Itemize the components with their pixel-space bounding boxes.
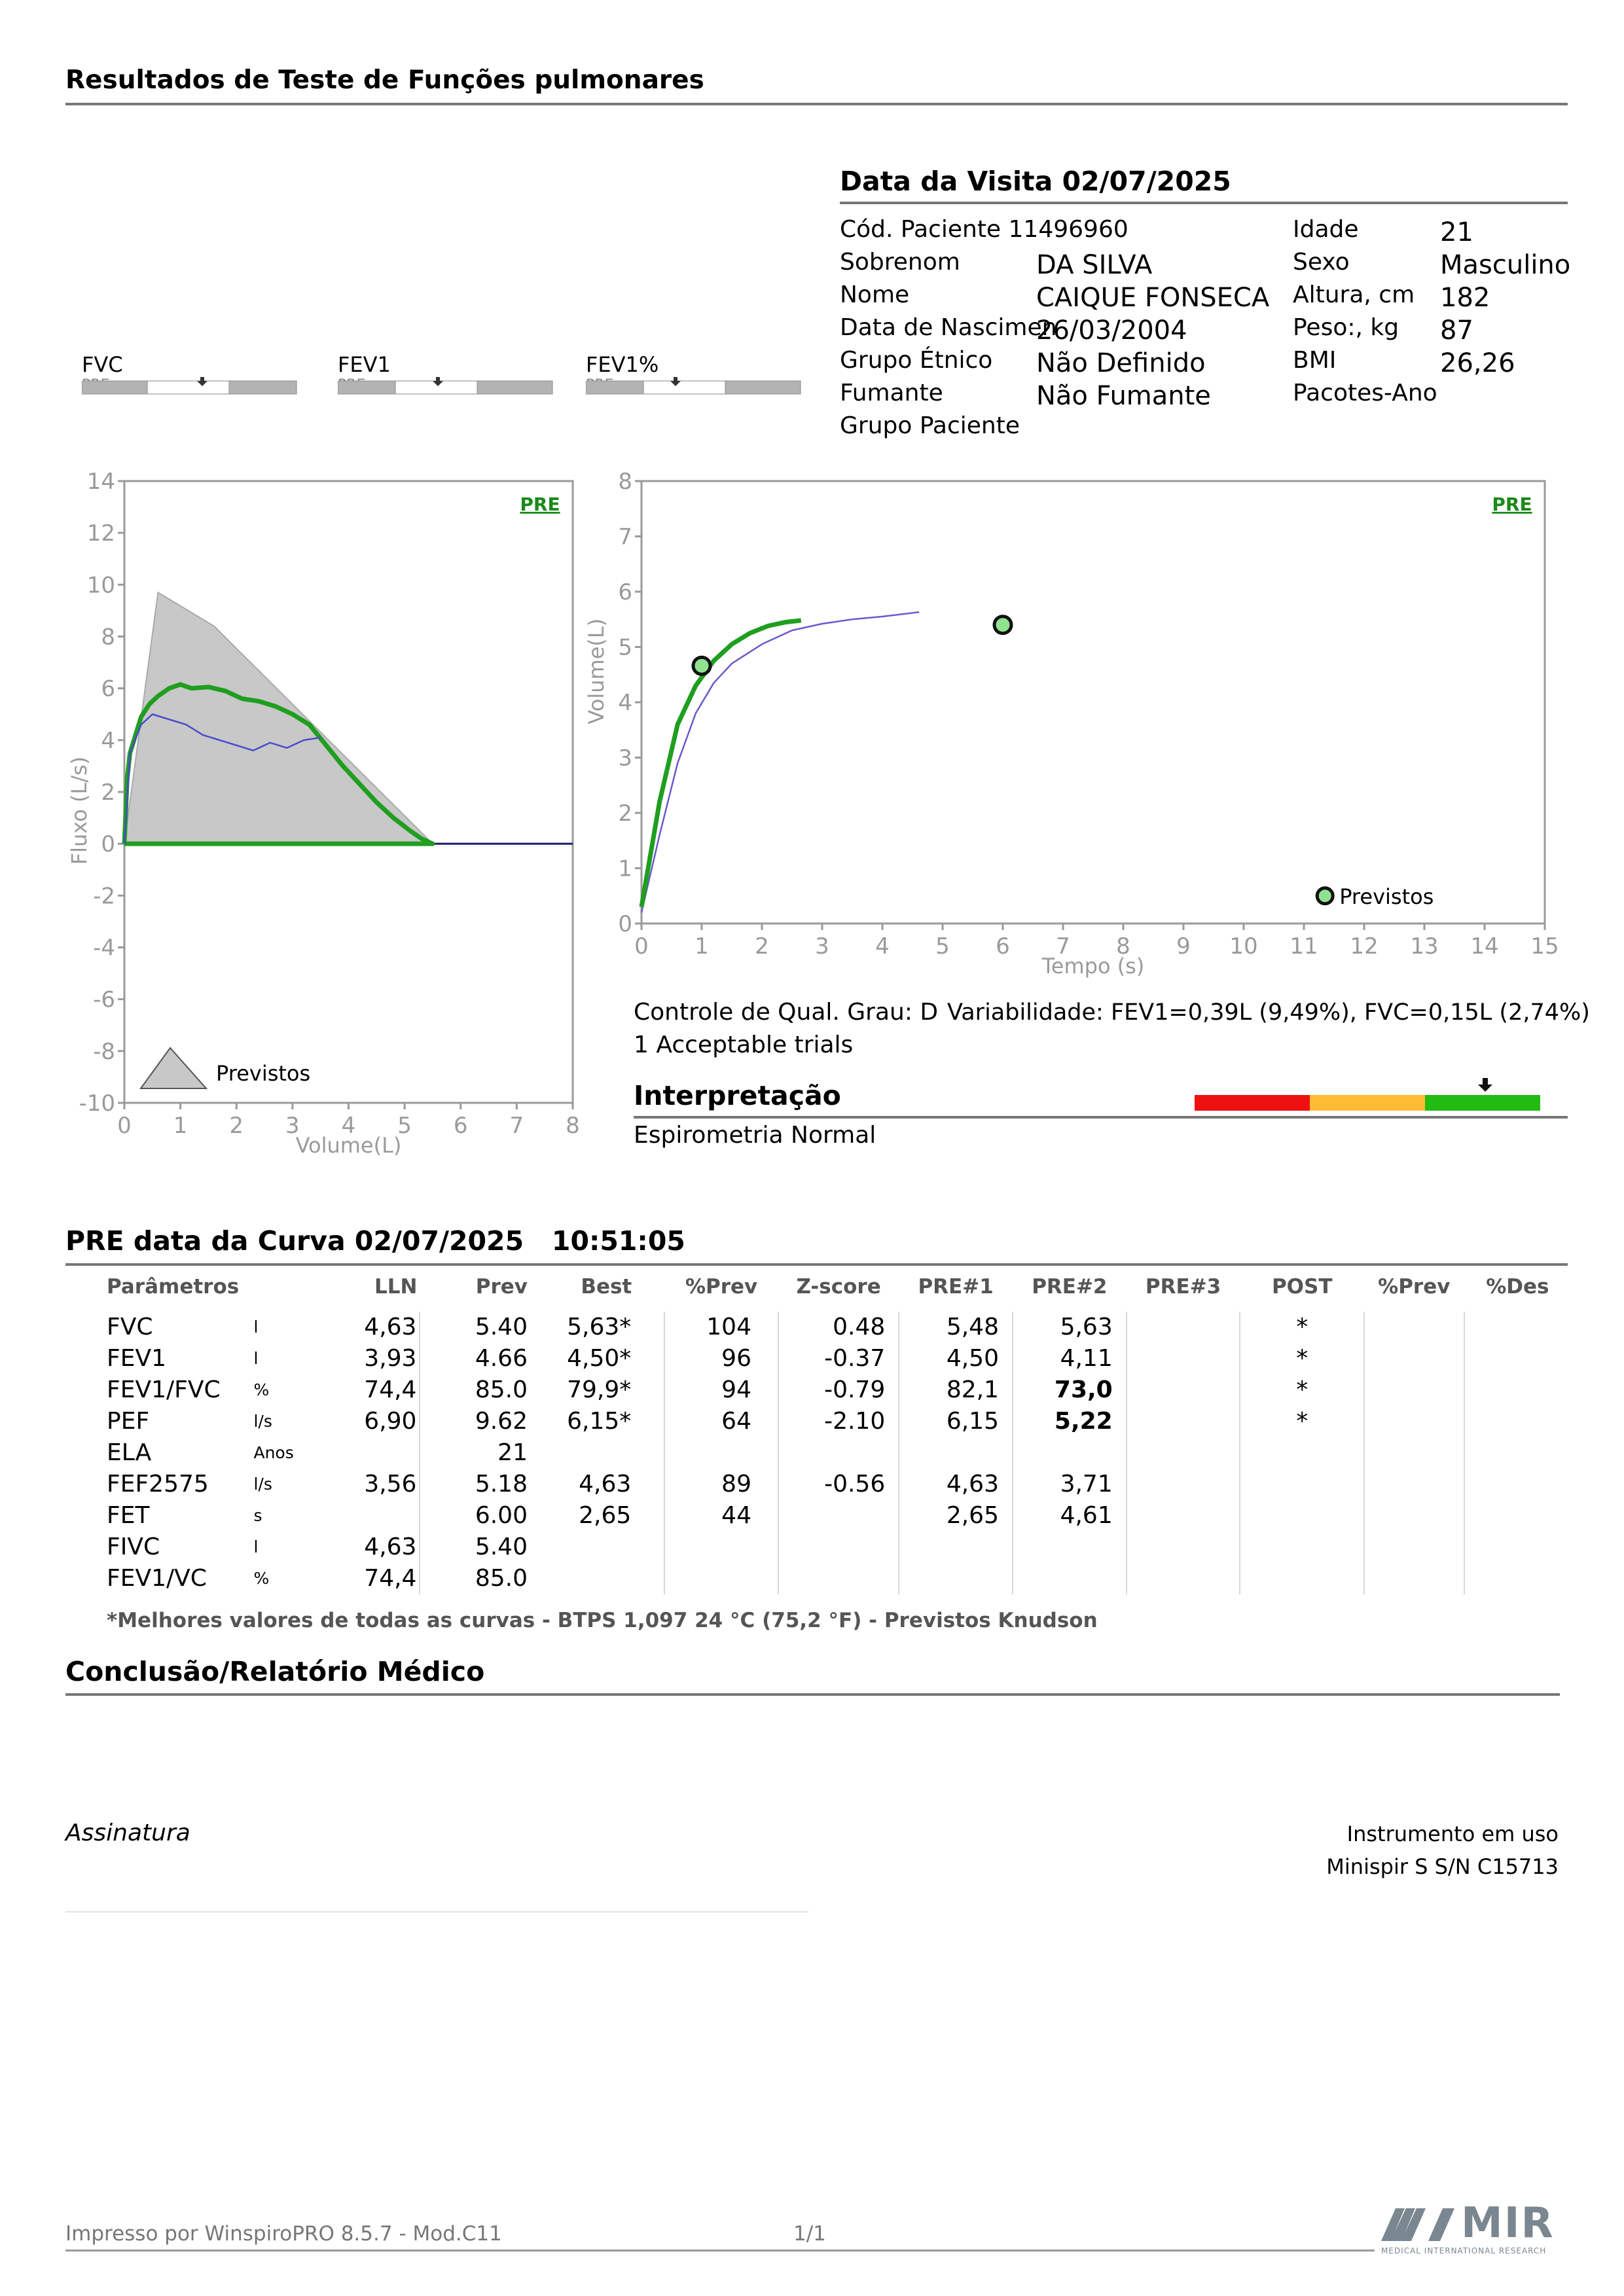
name-label: Nome: [840, 281, 910, 308]
header-unit: [251, 1263, 323, 1312]
table-cell: 64: [664, 1406, 778, 1437]
x-tick-label: 4: [875, 933, 890, 960]
interpretation-bar-red: [1195, 1095, 1310, 1111]
table-cell: 89: [664, 1469, 778, 1500]
mir-logo-text: MIR: [1461, 2199, 1555, 2248]
y-tick-label: 6: [101, 675, 115, 702]
table-cell: [1364, 1437, 1464, 1469]
table-cell: -0.56: [778, 1469, 899, 1500]
table-row: [65, 1406, 1571, 1437]
header-post: POST: [1271, 1275, 1333, 1299]
table-cell: [1364, 1532, 1464, 1563]
x-tick-label: 13: [1410, 933, 1439, 960]
table-cell: [1464, 1437, 1571, 1469]
header-pre3: PRE#3: [1145, 1275, 1221, 1299]
table-row: [65, 1374, 1571, 1406]
table-cell: *: [1240, 1343, 1364, 1374]
table-cell: [778, 1532, 899, 1563]
table-cell: [323, 1437, 420, 1469]
table-cell: 4,63: [544, 1469, 664, 1500]
table-cell: [899, 1437, 1013, 1469]
table-cell: [1364, 1343, 1464, 1374]
table-cell: 82,1: [899, 1374, 1013, 1406]
printed-by: Impresso por WinspiroPRO 8.5.7 - Mod.C11: [65, 2222, 502, 2246]
gauge-bar: [586, 377, 802, 397]
interpretation-divider: [634, 1116, 1568, 1119]
table-cell: 6,15: [899, 1406, 1013, 1437]
table-cell: 0.48: [778, 1312, 899, 1343]
table-cell: FET: [107, 1502, 150, 1529]
plot-frame: [641, 481, 1545, 924]
table-cell: [323, 1500, 420, 1532]
name-value: CAIQUE FONSECA: [1036, 283, 1270, 313]
table-cell: [544, 1437, 664, 1469]
table-cell: [1464, 1374, 1571, 1406]
table-cell: 4,63: [323, 1312, 420, 1343]
x-tick-label: 0: [117, 1113, 132, 1139]
table-cell: [778, 1437, 899, 1469]
table-cell: [1013, 1532, 1127, 1563]
dob-label: Data de Nascimen: [840, 314, 1057, 341]
table-cell: [1240, 1437, 1364, 1469]
curve-heading: PRE data da Curva 02/07/2025 10:51:05: [65, 1225, 685, 1257]
table-cell: [544, 1563, 664, 1594]
table-cell: %: [253, 1569, 270, 1588]
parameters-table: [65, 1263, 1571, 1594]
table-cell: *: [1240, 1374, 1364, 1406]
patient-group-label: Grupo Paciente: [840, 412, 1020, 439]
table-cell: l: [253, 1318, 259, 1336]
table-cell: [1464, 1312, 1571, 1343]
table-cell: 2,65: [544, 1500, 664, 1532]
x-tick-label: 7: [1056, 933, 1070, 960]
y-tick-label: 12: [86, 520, 115, 547]
table-cell: [899, 1532, 1013, 1563]
y-tick-label: -2: [93, 883, 115, 910]
signature-label: Assinatura: [65, 1820, 190, 1846]
legend-predicted-label: Previstos: [1339, 884, 1434, 909]
y-tick-label: 10: [86, 572, 115, 599]
ethnic-label: Grupo Étnico: [840, 347, 993, 374]
table-cell: 5,48: [899, 1312, 1013, 1343]
table-cell: 4,50*: [544, 1343, 664, 1374]
table-cell: 104: [664, 1312, 778, 1343]
table-cell: s: [253, 1506, 262, 1525]
x-tick-label: 2: [229, 1113, 244, 1139]
visit-heading: Data da Visita 02/07/2025: [840, 166, 1231, 197]
x-tick-label: 7: [509, 1113, 524, 1139]
table-cell: 5,63: [1013, 1312, 1127, 1343]
table-cell: 5,22: [1013, 1406, 1127, 1437]
y-tick-label: 0: [101, 831, 115, 858]
table-cell: [1240, 1563, 1364, 1594]
footer-divider: [65, 2250, 1375, 2251]
table-cell: [1364, 1500, 1464, 1532]
table-cell: 6.00: [475, 1502, 528, 1529]
table-cell: 2,65: [899, 1500, 1013, 1532]
x-tick-label: 8: [1116, 933, 1130, 960]
table-cell: [1127, 1406, 1240, 1437]
table-cell: FEF2575: [107, 1471, 209, 1498]
y-tick-label: 14: [86, 469, 115, 495]
y-tick-label: 1: [618, 855, 632, 882]
x-tick-label: 5: [935, 933, 950, 960]
flow-volume-chart: [65, 458, 589, 1178]
table-cell: *: [1240, 1312, 1364, 1343]
table-cell: [1364, 1563, 1464, 1594]
x-tick-label: 11: [1290, 933, 1318, 960]
header-parametros: Parâmetros: [107, 1275, 240, 1299]
header-divider: [65, 103, 1568, 105]
interpretation-text: Espirometria Normal: [634, 1122, 876, 1149]
mir-logo: [1381, 2199, 1564, 2258]
table-cell: [664, 1532, 778, 1563]
volume-time-chart: [583, 458, 1578, 995]
table-cell: 4,50: [899, 1343, 1013, 1374]
y-tick-label: 7: [618, 524, 632, 550]
table-cell: 3,93: [323, 1343, 420, 1374]
pre-badge: PRE: [1492, 493, 1532, 515]
table-cell: 5,63*: [544, 1312, 664, 1343]
x-tick-label: 5: [397, 1113, 412, 1139]
mir-logo-mark-icon: [1381, 2204, 1460, 2244]
table-cell: 4,11: [1013, 1343, 1127, 1374]
y-axis-label: Fluxo (L/s): [67, 756, 92, 865]
gauge-fev1-percent: [586, 352, 802, 393]
table-cell: [1240, 1532, 1364, 1563]
acceptable-trials: 1 Acceptable trials: [634, 1031, 854, 1058]
x-tick-label: 6: [996, 933, 1010, 960]
table-cell: 5.18: [475, 1471, 528, 1498]
interpretation-bar-yellow: [1310, 1095, 1425, 1111]
x-axis-label: Volume(L): [295, 1133, 402, 1158]
table-cell: [1464, 1532, 1571, 1563]
x-tick-label: 1: [695, 933, 709, 960]
interpretation-title: Interpretação: [634, 1080, 841, 1111]
y-axis-label: Volume(L): [584, 618, 609, 725]
header-best: Best: [581, 1275, 632, 1299]
interpretation-bar-green: [1425, 1095, 1540, 1111]
y-tick-label: 8: [618, 469, 632, 495]
y-tick-label: -8: [93, 1038, 115, 1065]
x-tick-label: 15: [1530, 933, 1559, 960]
table-cell: ELA: [107, 1439, 152, 1466]
table-cell: [778, 1563, 899, 1594]
y-tick-label: 4: [618, 690, 632, 716]
x-tick-label: 1: [173, 1113, 188, 1139]
table-cell: 96: [664, 1343, 778, 1374]
table-cell: 6,15*: [544, 1406, 664, 1437]
table-cell: FEV1: [107, 1345, 166, 1372]
y-tick-label: 5: [618, 634, 632, 661]
table-cell: 85.0: [475, 1376, 528, 1403]
ethnic-value: Não Definido: [1036, 348, 1206, 378]
x-tick-label: 4: [341, 1113, 356, 1139]
x-tick-label: 3: [815, 933, 829, 960]
table-cell: [1013, 1437, 1127, 1469]
table-cell: 4,63: [323, 1532, 420, 1563]
table-cell: -0.37: [778, 1343, 899, 1374]
table-cell: [1364, 1469, 1464, 1500]
predicted-point: [994, 617, 1011, 634]
y-tick-label: 6: [618, 579, 632, 605]
table-cell: FEV1/VC: [107, 1565, 207, 1592]
table-cell: [664, 1563, 778, 1594]
height-label: Altura, cm: [1293, 281, 1415, 308]
table-cell: [664, 1437, 778, 1469]
y-tick-label: -6: [93, 986, 115, 1013]
table-row: [65, 1500, 1571, 1532]
x-tick-label: 3: [285, 1113, 300, 1139]
table-cell: [1240, 1500, 1364, 1532]
y-tick-label: -10: [79, 1090, 115, 1117]
gauge-label: FEV1: [338, 352, 391, 377]
sex-label: Sexo: [1293, 249, 1350, 276]
header-z-score: Z-score: [796, 1275, 881, 1299]
table-cell: 3,71: [1013, 1469, 1127, 1500]
table-row: [65, 1563, 1571, 1594]
x-axis-label: Tempo (s): [1041, 954, 1145, 978]
table-cell: 5.40: [475, 1314, 528, 1340]
table-cell: 44: [664, 1500, 778, 1532]
x-tick-label: 6: [453, 1113, 468, 1139]
mir-logo-subtitle: MEDICAL INTERNATIONAL RESEARCH: [1381, 2246, 1547, 2255]
predicted-point: [693, 657, 710, 674]
gauge-fev1: [338, 352, 554, 393]
table-cell: [1364, 1374, 1464, 1406]
table-cell: [1464, 1406, 1571, 1437]
gauge-bar: [338, 377, 554, 397]
table-cell: 9.62: [475, 1408, 528, 1435]
table-cell: [1013, 1563, 1127, 1594]
instrument-label: Instrumento em uso: [1346, 1821, 1559, 1846]
gauge-fvc: [82, 352, 298, 393]
instrument-serial: Minispir S S/N C15713: [1326, 1854, 1559, 1879]
conclusion-divider: [65, 1693, 1560, 1696]
table-header-row: [65, 1263, 1571, 1312]
gauge-label: FVC: [82, 352, 123, 377]
packyears-label: Pacotes-Ano: [1293, 380, 1437, 406]
age-label: Idade: [1293, 216, 1359, 243]
y-tick-label: 4: [101, 727, 115, 754]
table-cell: [778, 1500, 899, 1532]
table-cell: l/s: [253, 1475, 272, 1494]
table-cell: l/s: [253, 1412, 272, 1431]
table-cell: [1127, 1437, 1240, 1469]
x-tick-label: 12: [1350, 933, 1379, 960]
table-cell: 79,9*: [544, 1374, 664, 1406]
header-prev: Prev: [475, 1275, 528, 1299]
gauge-bar: [82, 377, 298, 397]
age-value: 21: [1440, 217, 1473, 247]
quality-grade: Controle de Qual. Grau: D: [634, 999, 939, 1026]
table-cell: [1464, 1500, 1571, 1532]
header-des-percent: %Des: [1486, 1275, 1549, 1299]
table-cell: [1127, 1312, 1240, 1343]
table-row: [65, 1469, 1571, 1500]
table-cell: 3,56: [323, 1469, 420, 1500]
table-cell: [1240, 1469, 1364, 1500]
y-tick-label: 0: [618, 911, 632, 937]
table-row: [65, 1437, 1571, 1469]
table-cell: -0.79: [778, 1374, 899, 1406]
header-post-prev-percent: %Prev: [1378, 1275, 1451, 1299]
x-tick-label: 10: [1229, 933, 1258, 960]
table-row: [65, 1532, 1571, 1563]
table-cell: [1127, 1532, 1240, 1563]
y-tick-label: 2: [101, 780, 115, 806]
x-tick-label: 14: [1470, 933, 1499, 960]
table-cell: -2.10: [778, 1406, 899, 1437]
table-footnote: *Melhores valores de todas as curvas - BTPS 1,097 24 °C (75,2 °F) - Previstos Knudson: [107, 1609, 1098, 1632]
table-cell: [544, 1532, 664, 1563]
table-cell: [1127, 1374, 1240, 1406]
surname-label: Sobrenom: [840, 249, 960, 276]
bmi-label: BMI: [1293, 347, 1337, 374]
bmi-value: 26,26: [1440, 348, 1515, 378]
legend-predicted-icon: [1317, 888, 1333, 904]
table-cell: [1127, 1500, 1240, 1532]
interpretation-bar: [1191, 1077, 1545, 1116]
table-cell: 94: [664, 1374, 778, 1406]
table-cell: *: [1240, 1406, 1364, 1437]
table-cell: 74,4: [323, 1563, 420, 1594]
table-cell: 21: [497, 1439, 528, 1466]
table-row: [65, 1343, 1571, 1374]
header-pre1: PRE#1: [918, 1275, 994, 1299]
table-cell: [1364, 1312, 1464, 1343]
table-cell: 74,4: [323, 1374, 420, 1406]
smoker-label: Fumante: [840, 380, 943, 406]
table-cell: %: [253, 1380, 270, 1399]
visit-divider: [840, 202, 1568, 204]
signature-line: [65, 1911, 808, 1912]
table-cell: 4,61: [1013, 1500, 1127, 1532]
table-cell: [1364, 1406, 1464, 1437]
surname-value: DA SILVA: [1036, 250, 1153, 280]
weight-value: 87: [1440, 315, 1473, 346]
table-cell: l: [253, 1537, 259, 1556]
table-cell: l: [253, 1349, 259, 1368]
gauge-label: FEV1%: [586, 352, 659, 377]
y-tick-label: -4: [93, 935, 115, 961]
pre-badge: PRE: [520, 493, 560, 515]
x-tick-label: 0: [634, 933, 649, 960]
table-cell: FIVC: [107, 1534, 160, 1560]
table-cell: [899, 1563, 1013, 1594]
table-cell: 4.66: [475, 1345, 528, 1372]
table-cell: 4,63: [899, 1469, 1013, 1500]
dob-value: 26/03/2004: [1036, 315, 1187, 346]
variability: Variabilidade: FEV1=0,39L (9,49%), FVC=0,15L (2,74%): [947, 999, 1590, 1026]
y-tick-label: 3: [618, 745, 632, 772]
x-tick-label: 2: [755, 933, 769, 960]
x-tick-label: 9: [1176, 933, 1191, 960]
table-cell: FEV1/FVC: [107, 1376, 221, 1403]
height-value: 182: [1440, 283, 1490, 313]
x-tick-label: 8: [566, 1113, 580, 1139]
table-cell: 5.40: [475, 1534, 528, 1560]
conclusion-title: Conclusão/Relatório Médico: [65, 1656, 485, 1687]
page-title: Resultados de Teste de Funções pulmonares: [65, 65, 704, 95]
y-tick-label: 8: [101, 624, 115, 651]
header-pre2: PRE#2: [1032, 1275, 1108, 1299]
table-cell: [1127, 1343, 1240, 1374]
sex-value: Masculino: [1440, 250, 1571, 280]
smoker-value: Não Fumante: [1036, 381, 1211, 411]
header-lln: LLN: [374, 1275, 418, 1299]
table-cell: 6,90: [323, 1406, 420, 1437]
table-cell: [1127, 1563, 1240, 1594]
page-number: 1/1: [793, 2222, 826, 2246]
table-cell: 85.0: [475, 1565, 528, 1592]
patient-code-row: Cód. Paciente 11496960: [840, 216, 1128, 243]
table-row: [65, 1312, 1571, 1343]
table-cell: Anos: [253, 1443, 294, 1462]
table-cell: [1464, 1343, 1571, 1374]
legend-predicted-label: Previstos: [216, 1061, 311, 1086]
arrow-down-icon: [1478, 1078, 1492, 1092]
table-cell: FVC: [107, 1314, 153, 1340]
table-cell: [1127, 1469, 1240, 1500]
table-cell: [1464, 1563, 1571, 1594]
y-tick-label: 2: [618, 800, 632, 827]
header-prev-percent: %Prev: [685, 1275, 758, 1299]
weight-label: Peso:, kg: [1293, 314, 1399, 341]
table-cell: [1464, 1469, 1571, 1500]
table-cell: PEF: [107, 1408, 150, 1435]
table-cell: 73,0: [1013, 1374, 1127, 1406]
